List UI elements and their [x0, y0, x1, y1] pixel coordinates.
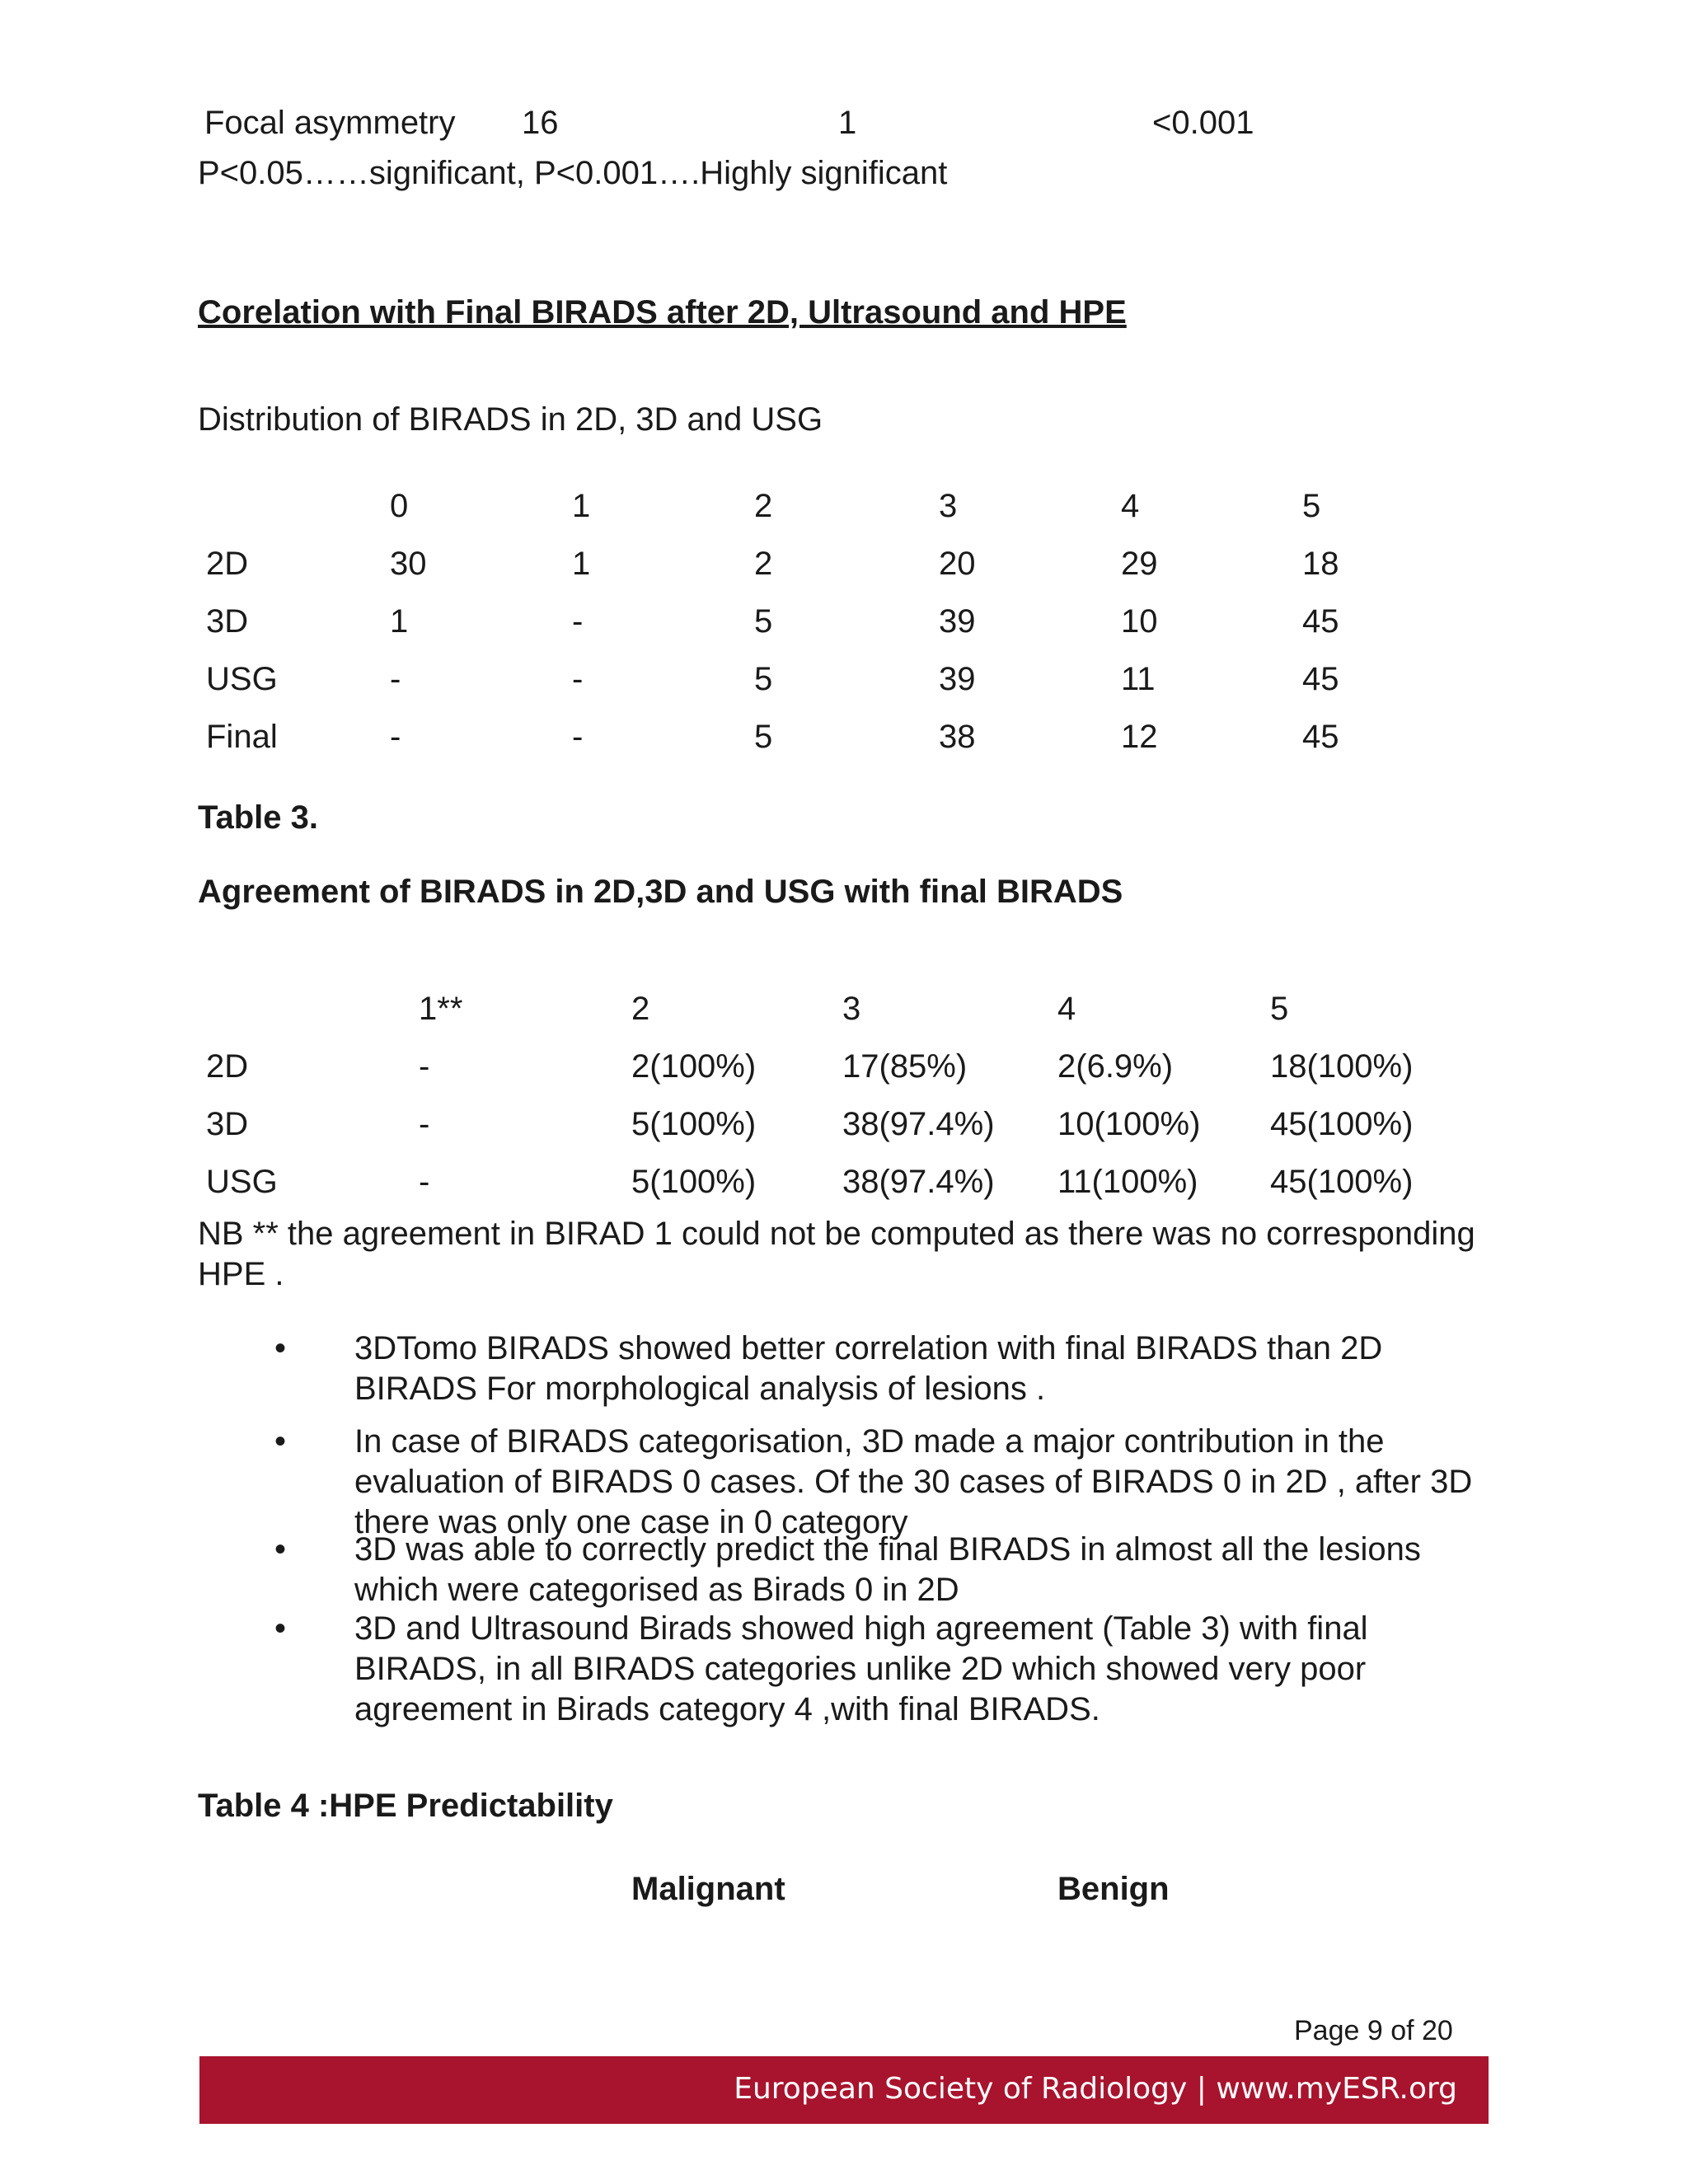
- dist-table-row-label: USG: [206, 661, 278, 697]
- dist-table-cell: 12: [1121, 719, 1158, 755]
- nb-note-line-2: HPE .: [198, 1256, 284, 1292]
- dist-table-header-cell: 5: [1302, 488, 1321, 524]
- dist-table-cell: 38: [939, 719, 976, 755]
- bullet-marker: •: [274, 1330, 287, 1366]
- agree-table-header-cell: 1**: [419, 991, 463, 1027]
- bullet-text-line: agreement in Birads category 4 ,with final BIRADS.: [354, 1691, 1100, 1727]
- dist-table-cell: 10: [1121, 603, 1158, 640]
- bullet-text-line: which were categorised as Birads 0 in 2D: [354, 1572, 959, 1608]
- agree-table-cell: 2(6.9%): [1057, 1048, 1174, 1085]
- agree-table-cell: 38(97.4%): [842, 1106, 995, 1142]
- agree-table-row-label: USG: [206, 1164, 278, 1200]
- dist-table-cell: 5: [754, 603, 773, 640]
- agree-table-cell: 11(100%): [1057, 1164, 1198, 1200]
- bullet-text-line: In case of BIRADS categorisation, 3D made a major contribution in the: [354, 1423, 1385, 1460]
- dist-table-header-cell: 2: [754, 488, 773, 524]
- bullet-text-line: evaluation of BIRADS 0 cases. Of the 30 cases of BIRADS 0 in 2D , after 3D: [354, 1464, 1473, 1500]
- dist-table-cell: -: [390, 719, 401, 755]
- section-heading: Corelation with Final BIRADS after 2D, Ultrasound and HPE: [198, 294, 1127, 330]
- bullet-marker: •: [274, 1610, 287, 1647]
- dist-table-cell: -: [390, 661, 401, 697]
- dist-table-cell: 29: [1121, 546, 1158, 582]
- dist-table-cell: 20: [939, 546, 976, 582]
- dist-table-header-cell: 3: [939, 488, 958, 524]
- agree-table-header-cell: 2: [631, 991, 650, 1027]
- dist-table-cell: 5: [754, 661, 773, 697]
- dist-table-cell: 45: [1302, 603, 1339, 640]
- dist-table-header-cell: 0: [390, 488, 409, 524]
- agree-table-cell: 45(100%): [1270, 1164, 1414, 1200]
- focal-asymmetry-label: Focal asymmetry: [204, 105, 456, 141]
- page-number: Page 9 of 20: [1294, 2015, 1453, 2046]
- dist-table-row-label: 3D: [206, 603, 249, 640]
- agree-table-header-cell: 5: [1270, 991, 1289, 1027]
- bullet-text-line: BIRADS For morphological analysis of lesions .: [354, 1371, 1046, 1407]
- bullet-text-line: 3D was able to correctly predict the final BIRADS in almost all the lesions: [354, 1531, 1421, 1568]
- bullet-text-line: 3D and Ultrasound Birads showed high agreement (Table 3) with final: [354, 1610, 1368, 1647]
- agree-table-cell: 18(100%): [1270, 1048, 1414, 1085]
- agree-table-header-cell: 4: [1057, 991, 1076, 1027]
- table4-header-benign: Benign: [1057, 1871, 1170, 1907]
- dist-table-cell: 2: [754, 546, 773, 582]
- table4-header-malignant: Malignant: [631, 1871, 785, 1907]
- dist-table-cell: -: [572, 603, 584, 640]
- focal-asymmetry-value-1: 16: [522, 105, 559, 141]
- bullet-text-line: BIRADS, in all BIRADS categories unlike 2D which showed very poor: [354, 1651, 1367, 1687]
- dist-table-cell: 11: [1121, 661, 1156, 697]
- focal-asymmetry-value-2: 1: [838, 105, 857, 141]
- footer-bar: [199, 2056, 1489, 2124]
- bullet-marker: •: [274, 1423, 287, 1460]
- significance-note: P<0.05……significant, P<0.001….Highly significant: [198, 155, 948, 191]
- agree-table-row-label: 2D: [206, 1048, 249, 1085]
- dist-table-cell: -: [572, 661, 584, 697]
- dist-table-cell: 45: [1302, 719, 1339, 755]
- agree-table-row-label: 3D: [206, 1106, 249, 1142]
- agree-table-cell: -: [419, 1048, 430, 1085]
- bullet-text-line: there was only one case in 0 category: [354, 1504, 908, 1540]
- dist-table-cell: 45: [1302, 661, 1339, 697]
- focal-asymmetry-p-value: <0.001: [1152, 105, 1254, 141]
- agree-table-cell: 2(100%): [631, 1048, 757, 1085]
- bullet-text-line: 3DTomo BIRADS showed better correlation with final BIRADS than 2D: [354, 1330, 1383, 1366]
- table4-title: Table 4 :HPE Predictability: [198, 1788, 613, 1824]
- dist-table-cell: 18: [1302, 546, 1339, 582]
- agree-table-cell: -: [419, 1106, 430, 1142]
- agree-table-cell: 38(97.4%): [842, 1164, 995, 1200]
- distribution-caption: Distribution of BIRADS in 2D, 3D and USG: [198, 401, 823, 438]
- agree-table-cell: 17(85%): [842, 1048, 968, 1085]
- dist-table-cell: 1: [572, 546, 591, 582]
- dist-table-cell: 30: [390, 546, 427, 582]
- agree-table-cell: 5(100%): [631, 1106, 757, 1142]
- agree-table-cell: 10(100%): [1057, 1106, 1201, 1142]
- bullet-marker: •: [274, 1531, 287, 1568]
- agree-table-cell: 5(100%): [631, 1164, 757, 1200]
- dist-table-cell: 39: [939, 603, 976, 640]
- dist-table-row-label: Final: [206, 719, 278, 755]
- dist-table-cell: 39: [939, 661, 976, 697]
- dist-table-cell: 5: [754, 719, 773, 755]
- dist-table-header-cell: 1: [572, 488, 591, 524]
- dist-table-row-label: 2D: [206, 546, 249, 582]
- nb-note-line-1: NB ** the agreement in BIRAD 1 could not be computed as there was no corresponding: [198, 1216, 1475, 1252]
- table3-label: Table 3.: [198, 799, 318, 836]
- agree-table-cell: 45(100%): [1270, 1106, 1414, 1142]
- footer-text: European Society of Radiology | www.myESR.org: [734, 2072, 1457, 2106]
- dist-table-cell: -: [572, 719, 584, 755]
- table3-title: Agreement of BIRADS in 2D,3D and USG with final BIRADS: [198, 874, 1123, 910]
- agree-table-cell: -: [419, 1164, 430, 1200]
- dist-table-header-cell: 4: [1121, 488, 1140, 524]
- dist-table-cell: 1: [390, 603, 409, 640]
- agree-table-header-cell: 3: [842, 991, 861, 1027]
